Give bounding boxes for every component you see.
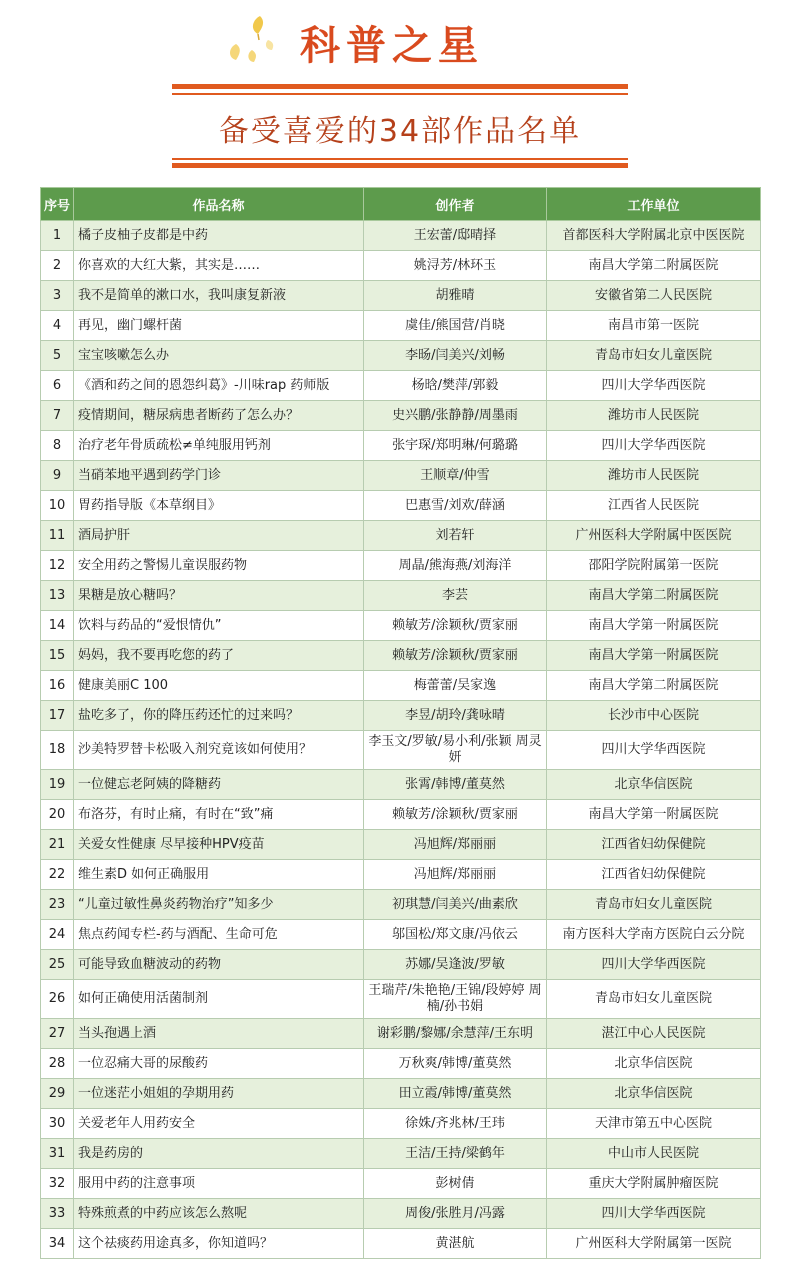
table-row: [41, 890, 761, 920]
table-row: [41, 701, 761, 731]
work-organization: 江西省人民医院: [547, 491, 761, 521]
table-row: [41, 251, 761, 281]
row-number: 9: [41, 461, 74, 491]
work-authors: 邬国松/郑文康/冯依云: [364, 920, 547, 950]
table-row: [41, 641, 761, 671]
work-organization: 长沙市中心医院: [547, 701, 761, 731]
table-row: [41, 221, 761, 251]
work-organization: 青岛市妇女儿童医院: [547, 341, 761, 371]
work-authors: 姚浔芳/林环玉: [364, 251, 547, 281]
work-authors: 张宇琛/郑明琳/何璐璐: [364, 431, 547, 461]
work-title: 治疗老年骨质疏松≠单纯服用钙剂: [74, 431, 364, 461]
work-organization: 南昌大学第二附属医院: [547, 671, 761, 701]
table-row: [41, 551, 761, 581]
row-number: 15: [41, 641, 74, 671]
table-row: [41, 1079, 761, 1109]
table-row: [41, 1019, 761, 1049]
work-authors: 王顺章/仲雪: [364, 461, 547, 491]
row-number: 7: [41, 401, 74, 431]
work-organization: 北京华信医院: [547, 770, 761, 800]
work-title: 果糖是放心糖吗？: [74, 581, 364, 611]
table-row: [41, 731, 761, 770]
work-title: 当头孢遇上酒: [74, 1019, 364, 1049]
table-row: [41, 800, 761, 830]
work-authors: 史兴鹏/张静静/周墨雨: [364, 401, 547, 431]
bottom-rule-thin: [172, 158, 628, 160]
work-organization: 四川大学华西医院: [547, 731, 761, 770]
row-number: 26: [41, 980, 74, 1019]
work-title: 可能导致血糖波动的药物: [74, 950, 364, 980]
col-header-no: 序号: [41, 188, 74, 221]
work-authors: 张霄/韩博/董莫然: [364, 770, 547, 800]
work-title: 布洛芬，有时止痛，有时在“致”痛: [74, 800, 364, 830]
work-organization: 湛江中心人民医院: [547, 1019, 761, 1049]
work-authors: 刘若轩: [364, 521, 547, 551]
row-number: 27: [41, 1019, 74, 1049]
col-header-title: 作品名称: [74, 188, 364, 221]
work-authors: 徐姝/齐兆林/王玮: [364, 1109, 547, 1139]
work-authors: 万秋爽/韩博/董莫然: [364, 1049, 547, 1079]
table-row: [41, 611, 761, 641]
top-rule-thin: [172, 93, 628, 95]
row-number: 30: [41, 1109, 74, 1139]
table-row: [41, 491, 761, 521]
work-title: 关爱老年人用药安全: [74, 1109, 364, 1139]
work-title: 宝宝咳嗽怎么办: [74, 341, 364, 371]
row-number: 16: [41, 671, 74, 701]
work-authors: 李芸: [364, 581, 547, 611]
work-organization: 天津市第五中心医院: [547, 1109, 761, 1139]
row-number: 2: [41, 251, 74, 281]
work-authors: 谢彩鹏/黎娜/余慧萍/王东明: [364, 1019, 547, 1049]
work-organization: 南昌大学第二附属医院: [547, 581, 761, 611]
table-row: [41, 1199, 761, 1229]
row-number: 11: [41, 521, 74, 551]
work-title: 橘子皮柚子皮都是中药: [74, 221, 364, 251]
work-title: 特殊煎煮的中药应该怎么熬呢: [74, 1199, 364, 1229]
work-title: “儿童过敏性鼻炎药物治疗”知多少: [74, 890, 364, 920]
table-row: [41, 1229, 761, 1259]
row-number: 14: [41, 611, 74, 641]
bottom-rule-thick: [172, 163, 628, 168]
work-authors: 胡雅晴: [364, 281, 547, 311]
work-authors: 苏娜/吴逢波/罗敏: [364, 950, 547, 980]
work-authors: 王瑞芹/朱艳艳/王锦/段婷婷 周楠/孙书娟: [364, 980, 547, 1019]
row-number: 34: [41, 1229, 74, 1259]
work-organization: 南昌大学第一附属医院: [547, 611, 761, 641]
work-organization: 中山市人民医院: [547, 1139, 761, 1169]
work-authors: 王洁/王持/梁鹤年: [364, 1139, 547, 1169]
work-title: 我是药房的: [74, 1139, 364, 1169]
work-organization: 南昌大学第二附属医院: [547, 251, 761, 281]
row-number: 12: [41, 551, 74, 581]
table-row: [41, 1049, 761, 1079]
row-number: 28: [41, 1049, 74, 1079]
table-row: [41, 671, 761, 701]
work-organization: 南昌市第一医院: [547, 311, 761, 341]
row-number: 17: [41, 701, 74, 731]
row-number: 8: [41, 431, 74, 461]
work-authors: 虞佳/熊国营/肖晓: [364, 311, 547, 341]
work-authors: 冯旭辉/郑丽丽: [364, 830, 547, 860]
row-number: 22: [41, 860, 74, 890]
work-title: 健康美丽C 100: [74, 671, 364, 701]
row-number: 4: [41, 311, 74, 341]
table-row: [41, 1169, 761, 1199]
row-number: 33: [41, 1199, 74, 1229]
works-table: [40, 187, 761, 1259]
row-number: 25: [41, 950, 74, 980]
work-organization: 潍坊市人民医院: [547, 401, 761, 431]
work-organization: 南昌大学第一附属医院: [547, 641, 761, 671]
table-row: [41, 830, 761, 860]
work-title: 胃药指导版《本草纲目》: [74, 491, 364, 521]
table-row: [41, 950, 761, 980]
work-organization: 重庆大学附属肿瘤医院: [547, 1169, 761, 1199]
work-authors: 赖敏芳/涂颖秋/贾家丽: [364, 800, 547, 830]
work-organization: 江西省妇幼保健院: [547, 860, 761, 890]
work-organization: 首都医科大学附属北京中医医院: [547, 221, 761, 251]
table-row: [41, 581, 761, 611]
row-number: 32: [41, 1169, 74, 1199]
work-title: 酒局护肝: [74, 521, 364, 551]
work-organization: 广州医科大学附属中医医院: [547, 521, 761, 551]
work-title: 一位迷茫小姐姐的孕期用药: [74, 1079, 364, 1109]
table-row: [41, 1109, 761, 1139]
row-number: 1: [41, 221, 74, 251]
work-authors: 梅蕾蕾/吴家逸: [364, 671, 547, 701]
work-organization: 江西省妇幼保健院: [547, 830, 761, 860]
work-organization: 南方医科大学南方医院白云分院: [547, 920, 761, 950]
work-authors: 赖敏芳/涂颖秋/贾家丽: [364, 611, 547, 641]
table-row: [41, 920, 761, 950]
row-number: 5: [41, 341, 74, 371]
row-number: 19: [41, 770, 74, 800]
work-organization: 四川大学华西医院: [547, 1199, 761, 1229]
work-authors: 李玉文/罗敏/易小利/张颖 周灵妍: [364, 731, 547, 770]
table-row: [41, 311, 761, 341]
work-authors: 初琪慧/闫美兴/曲素欣: [364, 890, 547, 920]
work-title: 你喜欢的大红大紫，其实是……: [74, 251, 364, 281]
table-row: [41, 401, 761, 431]
work-authors: 李昱/胡玲/龚咏晴: [364, 701, 547, 731]
work-authors: 周俊/张胜月/冯露: [364, 1199, 547, 1229]
table-row: [41, 980, 761, 1019]
row-number: 3: [41, 281, 74, 311]
work-title: 焦点药闻专栏-药与酒配、生命可危: [74, 920, 364, 950]
page-title: 科普之星: [300, 23, 484, 69]
col-header-authors: 创作者: [364, 188, 547, 221]
work-organization: 四川大学华西医院: [547, 431, 761, 461]
row-number: 10: [41, 491, 74, 521]
work-title: 沙美特罗替卡松吸入剂究竟该如何使用？: [74, 731, 364, 770]
work-title: 当硝苯地平遇到药学门诊: [74, 461, 364, 491]
table-row: [41, 770, 761, 800]
top-rule-thick: [172, 84, 628, 89]
row-number: 29: [41, 1079, 74, 1109]
row-number: 18: [41, 731, 74, 770]
work-title: 我不是简单的漱口水，我叫康复新液: [74, 281, 364, 311]
table-row: [41, 1139, 761, 1169]
work-organization: 青岛市妇女儿童医院: [547, 980, 761, 1019]
work-title: 盐吃多了，你的降压药还忙的过来吗？: [74, 701, 364, 731]
table-row: [41, 860, 761, 890]
work-organization: 广州医科大学附属第一医院: [547, 1229, 761, 1259]
row-number: 6: [41, 371, 74, 401]
work-organization: 四川大学华西医院: [547, 371, 761, 401]
work-authors: 田立霞/韩博/董莫然: [364, 1079, 547, 1109]
work-authors: 王宏蕾/邸晴择: [364, 221, 547, 251]
work-authors: 李旸/闫美兴/刘畅: [364, 341, 547, 371]
work-title: 安全用药之警惕儿童误服药物: [74, 551, 364, 581]
work-title: 关爱女性健康 尽早接种HPV疫苗: [74, 830, 364, 860]
work-title: 一位健忘老阿姨的降糖药: [74, 770, 364, 800]
row-number: 31: [41, 1139, 74, 1169]
row-number: 13: [41, 581, 74, 611]
table-row: [41, 281, 761, 311]
work-authors: 巴惠雪/刘欢/薛涵: [364, 491, 547, 521]
work-title: 这个祛痰药用途真多，你知道吗？: [74, 1229, 364, 1259]
col-header-org: 工作单位: [547, 188, 761, 221]
work-title: 饮料与药品的“爱恨情仇”: [74, 611, 364, 641]
work-organization: 四川大学华西医院: [547, 950, 761, 980]
work-title: 维生素D 如何正确服用: [74, 860, 364, 890]
work-organization: 安徽省第二人民医院: [547, 281, 761, 311]
work-authors: 周晶/熊海燕/刘海洋: [364, 551, 547, 581]
work-authors: 黄湛航: [364, 1229, 547, 1259]
work-authors: 彭树倩: [364, 1169, 547, 1199]
table-row: [41, 371, 761, 401]
table-row: [41, 341, 761, 371]
work-title: 服用中药的注意事项: [74, 1169, 364, 1199]
row-number: 23: [41, 890, 74, 920]
work-organization: 青岛市妇女儿童医院: [547, 890, 761, 920]
header: [0, 0, 800, 180]
work-organization: 北京华信医院: [547, 1049, 761, 1079]
table-header-row: [41, 188, 761, 221]
ginkgo-leaves-icon: [222, 10, 282, 70]
table-row: [41, 461, 761, 491]
work-organization: 南昌大学第一附属医院: [547, 800, 761, 830]
work-title: 再见，幽门螺杆菌: [74, 311, 364, 341]
work-organization: 北京华信医院: [547, 1079, 761, 1109]
work-authors: 杨晗/樊萍/郭毅: [364, 371, 547, 401]
work-title: 如何正确使用活菌制剂: [74, 980, 364, 1019]
work-title: 妈妈，我不要再吃您的药了: [74, 641, 364, 671]
row-number: 21: [41, 830, 74, 860]
work-authors: 冯旭辉/郑丽丽: [364, 860, 547, 890]
work-title: 一位忍痛大哥的尿酸药: [74, 1049, 364, 1079]
work-organization: 潍坊市人民医院: [547, 461, 761, 491]
row-number: 24: [41, 920, 74, 950]
work-organization: 邵阳学院附属第一医院: [547, 551, 761, 581]
work-title: 《酒和药之间的恩怨纠葛》-川味rap 药师版: [74, 371, 364, 401]
table-row: [41, 521, 761, 551]
work-title: 疫情期间，糖尿病患者断药了怎么办？: [74, 401, 364, 431]
work-authors: 赖敏芳/涂颖秋/贾家丽: [364, 641, 547, 671]
table-row: [41, 431, 761, 461]
row-number: 20: [41, 800, 74, 830]
page-subtitle: 备受喜爱的34部作品名单: [218, 114, 582, 149]
